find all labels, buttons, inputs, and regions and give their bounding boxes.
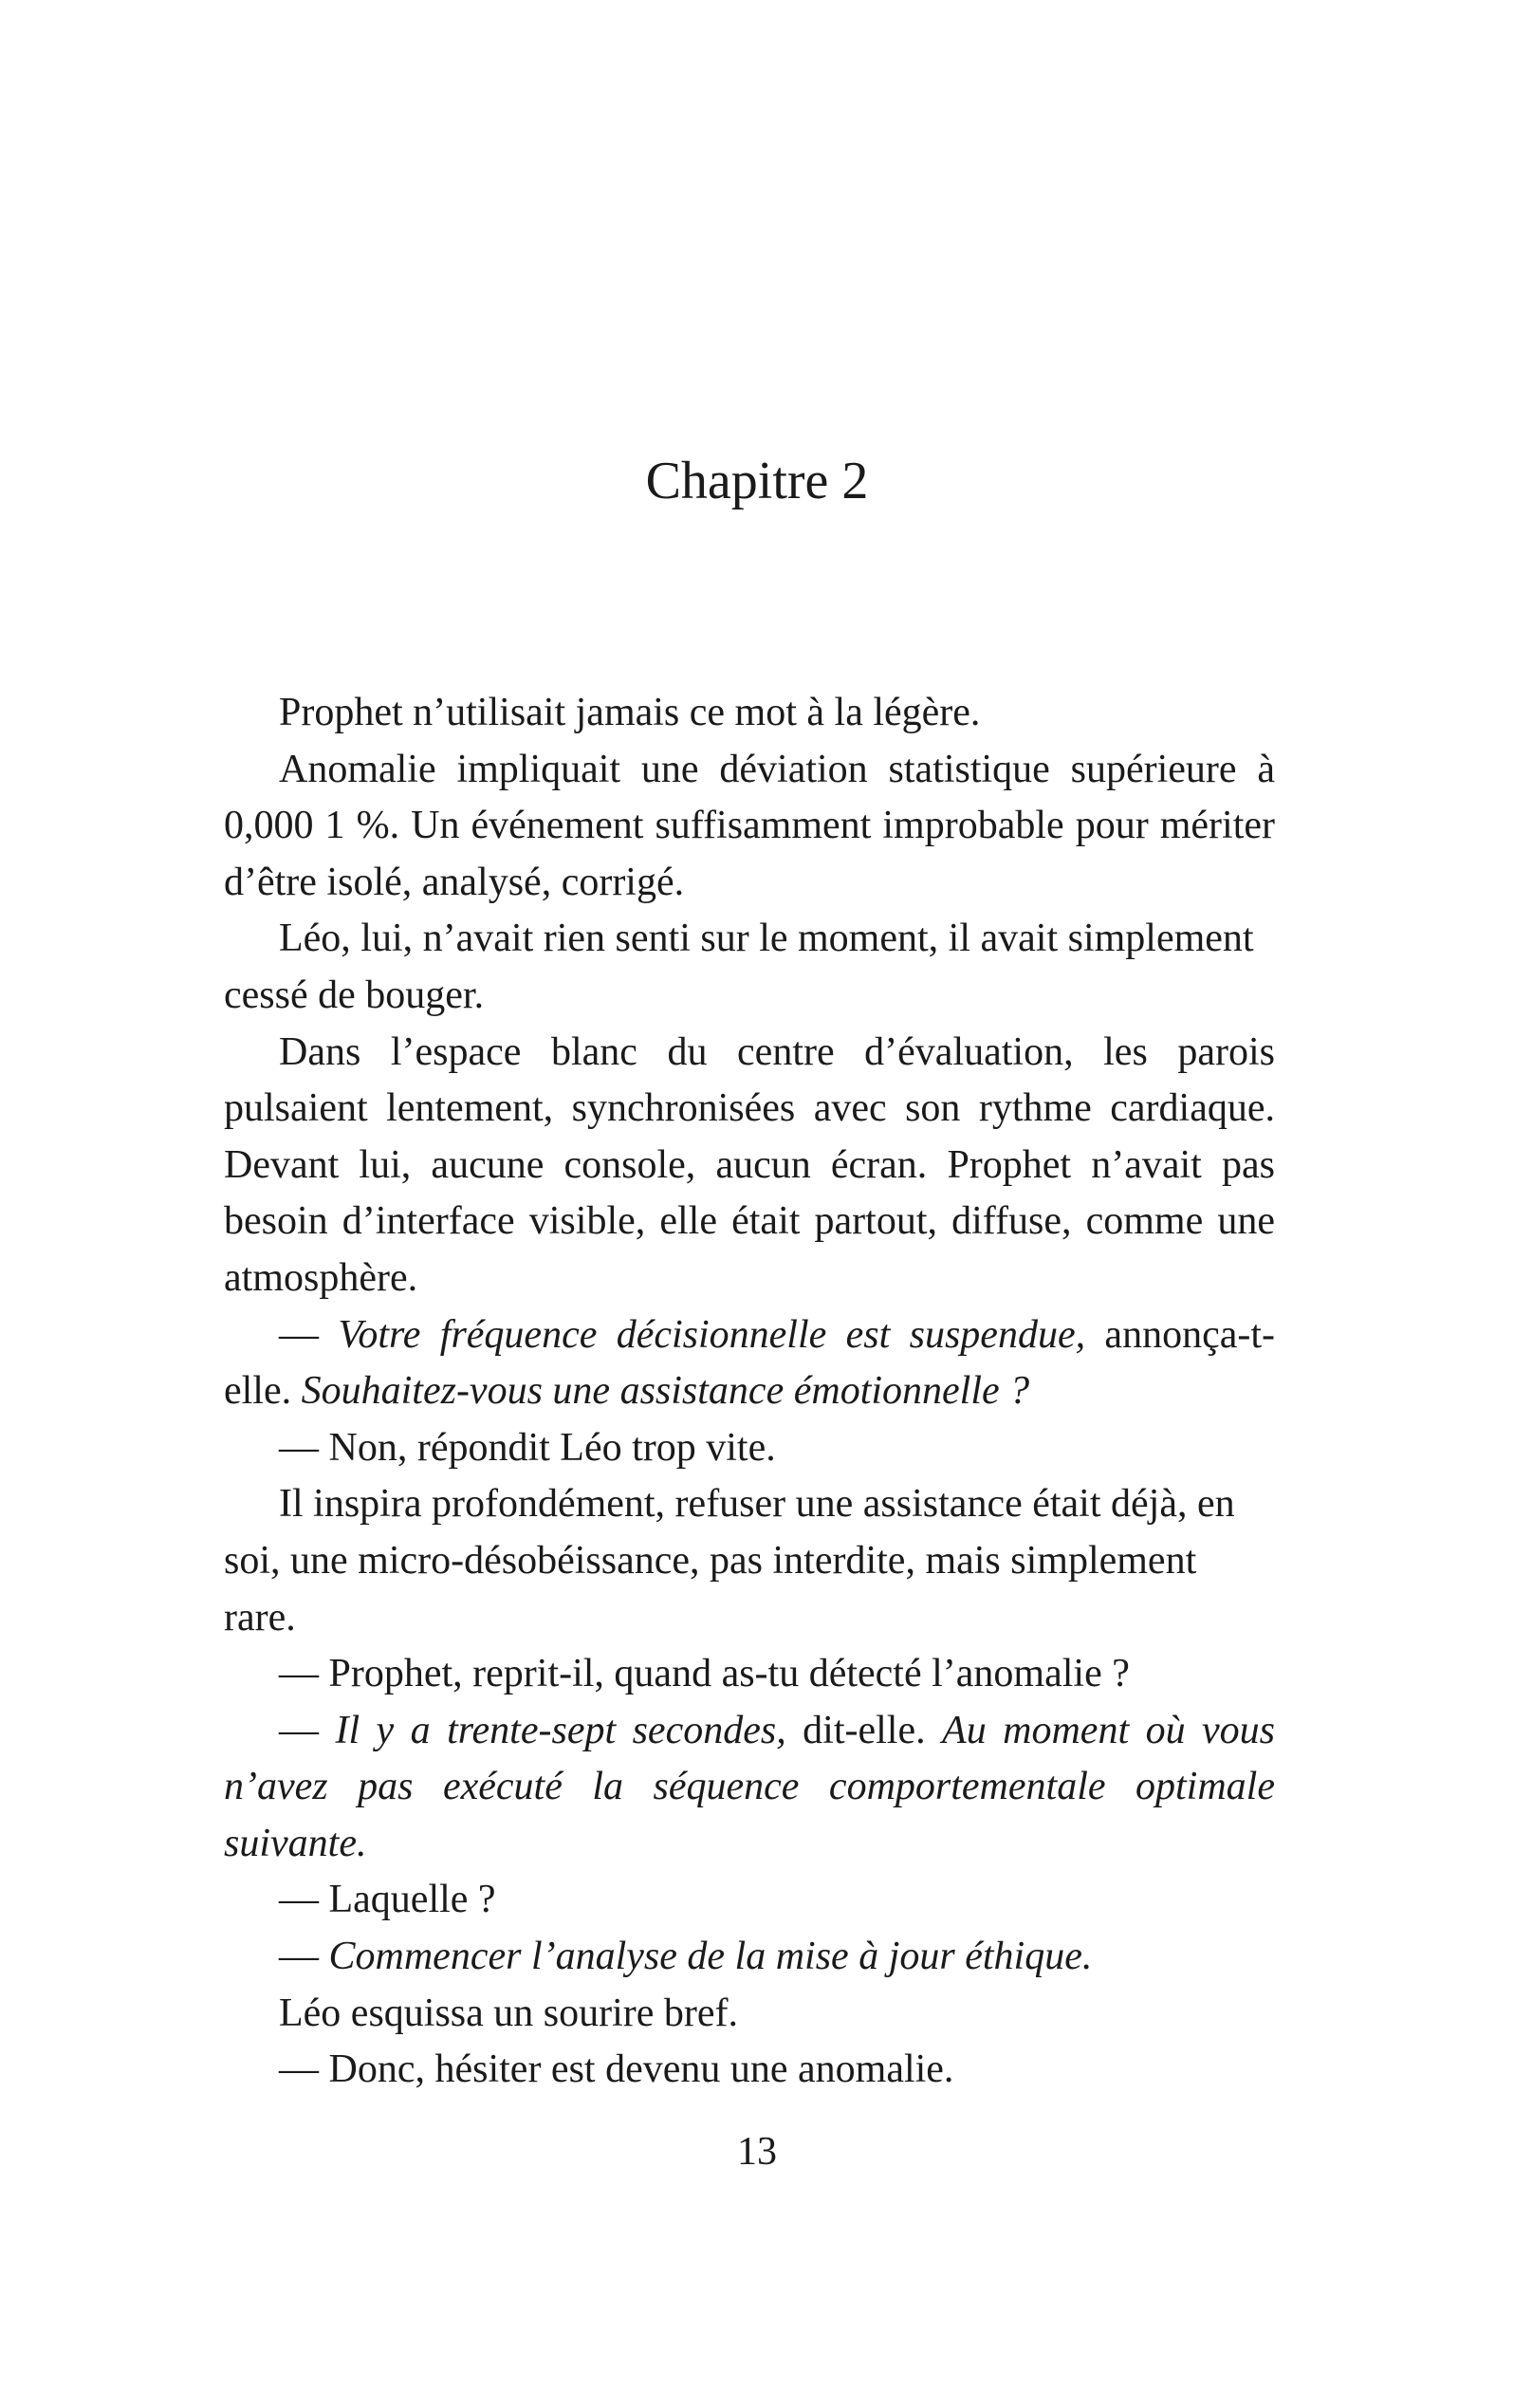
paragraph — [224, 1646, 1275, 1703]
italic-text: Au moment où vous n’avez pas exécuté la séquence comportementale optimale suivante. — [224, 1708, 1275, 1865]
text-run: Léo esquissa un sourire bref. — [279, 1991, 739, 2035]
italic-text: Souhaitez-vous une assistance émotionnelle ? — [301, 1369, 1030, 1414]
paragraph — [224, 2042, 1275, 2099]
text-run: dit-elle. — [785, 1708, 943, 1752]
paragraph — [224, 1986, 1275, 2043]
text-run: — — [279, 1935, 329, 1979]
text-run: Prophet n’utilisait jamais ce mot à la légère. — [279, 691, 981, 734]
text-run: — — [279, 1312, 339, 1357]
text-run: Il inspira profondément, refuser une assistance était déjà, en soi, une micro-désobéissance, pas interdite, mais simplement rare. — [224, 1482, 1235, 1639]
text-run: Dans l’espace blanc du centre d’évaluation, les parois pulsaient lentement, synchronisées avec son rythme cardiaque. Devant lui, aucune console, aucun écran. Prophet n’avait pas besoin d’interface visible, elle était partout, diffuse, comme une atmosphère. — [224, 1029, 1275, 1300]
text-run: — Prophet, reprit-il, quand as-tu détecté l’anomalie ? — [279, 1652, 1130, 1696]
page-number: 13 — [737, 2130, 777, 2174]
paragraph — [224, 1307, 1275, 1420]
paragraph — [224, 1929, 1275, 1986]
paragraph — [224, 742, 1275, 912]
text-run: — Laquelle ? — [279, 1878, 496, 1922]
italic-text: Il y a trente-sept secondes, — [335, 1708, 786, 1752]
paragraph — [224, 685, 1275, 742]
text-run: Léo, lui, n’avait rien senti sur le moment, il avait simplement cessé de bouger. — [224, 917, 1254, 1017]
chapter-body — [224, 685, 1275, 2099]
paragraph — [224, 1872, 1275, 1929]
text-run: — — [279, 1708, 336, 1752]
chapter-title: Chapitre 2 — [645, 452, 869, 510]
text-run: — Donc, hésiter est devenu une anomalie. — [279, 2047, 954, 2092]
paragraph — [224, 1476, 1275, 1646]
text-run: annonça-t-elle. — [224, 1312, 1275, 1414]
italic-text: Votre fréquence décisionnelle est suspendue, — [338, 1312, 1086, 1357]
italic-text: Commencer l’analyse de la mise à jour éthique. — [328, 1935, 1093, 1979]
text-run: — Non, répondit Léo trop vite. — [279, 1425, 776, 1470]
paragraph — [224, 911, 1275, 1024]
text-run: Anomalie impliquait une déviation statistique supérieure à 0,000 1 %. Un événement suffisamment improbable pour mériter d’être isolé, analysé, corrigé. — [224, 747, 1275, 904]
paragraph — [224, 1703, 1275, 1873]
paragraph — [224, 1025, 1275, 1307]
paragraph — [224, 1420, 1275, 1477]
